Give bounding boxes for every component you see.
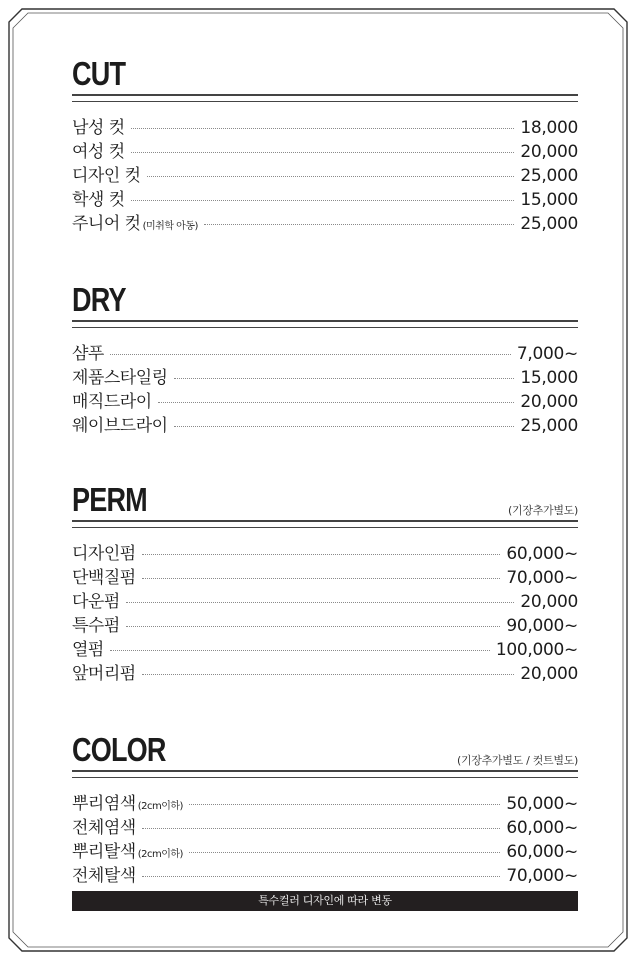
- item-price: 25,000: [520, 416, 578, 436]
- item-name: 뿌리탈색: [72, 842, 136, 862]
- menu-item: [72, 188, 578, 212]
- section-note: (기장추가별도 / 컷트별도): [456, 754, 578, 767]
- dot-leader: [142, 578, 501, 579]
- item-subnote: (미취학 아동): [142, 221, 198, 232]
- dot-leader: [131, 152, 515, 153]
- item-price: 18,000: [520, 118, 578, 138]
- item-name: 열펌: [72, 640, 104, 660]
- item-name: 학생 컷: [72, 190, 125, 210]
- menu-item: [72, 662, 578, 686]
- menu-item: [72, 614, 578, 638]
- menu-item: [72, 792, 578, 816]
- price-list: [72, 792, 578, 888]
- item-subnote: (2cm이하): [137, 849, 183, 860]
- menu-item: [72, 116, 578, 140]
- price-list: [72, 342, 578, 438]
- section-cut: [72, 56, 578, 236]
- dot-leader: [142, 876, 501, 877]
- section-color: [72, 732, 578, 888]
- item-name: 특수펌: [72, 616, 120, 636]
- menu-item: [72, 864, 578, 888]
- dot-leader: [142, 674, 515, 675]
- item-price: 20,000: [520, 592, 578, 612]
- item-name: 제품스타일링: [72, 368, 168, 388]
- footer-banner: 특수컬러 디자인에 따라 변동: [72, 891, 578, 911]
- menu-item: [72, 414, 578, 438]
- menu-item: [72, 566, 578, 590]
- dot-leader: [126, 626, 501, 627]
- dot-leader: [174, 426, 515, 427]
- item-price: 70,000~: [506, 568, 578, 588]
- dot-leader: [110, 650, 490, 651]
- item-price: 20,000: [520, 664, 578, 684]
- section-note: (기장추가별도): [508, 504, 578, 517]
- item-name: 디자인 컷: [72, 166, 141, 186]
- item-price: 60,000~: [506, 818, 578, 838]
- item-name: 웨이브드라이: [72, 416, 168, 436]
- dot-leader: [189, 852, 500, 853]
- dot-leader: [126, 602, 515, 603]
- dot-leader: [131, 200, 515, 201]
- dot-leader: [174, 378, 515, 379]
- item-name: 다운펌: [72, 592, 120, 612]
- menu-item: [72, 840, 578, 864]
- section-title: CUT: [72, 55, 126, 92]
- menu-item: [72, 638, 578, 662]
- dot-leader: [158, 402, 515, 403]
- menu-item: [72, 590, 578, 614]
- item-price: 100,000~: [495, 640, 578, 660]
- menu-item: [72, 542, 578, 566]
- item-price: 15,000: [520, 190, 578, 210]
- item-name: 샴푸: [72, 344, 104, 364]
- item-name: 뿌리염색: [72, 794, 136, 814]
- menu-item: [72, 342, 578, 366]
- item-name: 남성 컷: [72, 118, 125, 138]
- section-divider: [72, 520, 578, 528]
- item-price: 15,000: [520, 368, 578, 388]
- item-price: 90,000~: [506, 616, 578, 636]
- item-name: 전체탈색: [72, 866, 136, 886]
- section-divider: [72, 770, 578, 778]
- section-title: PERM: [72, 481, 147, 518]
- item-name: 디자인펌: [72, 544, 136, 564]
- item-subnote: (2cm이하): [137, 801, 183, 812]
- item-price: 50,000~: [506, 794, 578, 814]
- item-price: 7,000~: [516, 344, 578, 364]
- menu-item: [72, 390, 578, 414]
- item-name: 여성 컷: [72, 142, 125, 162]
- menu-item: [72, 366, 578, 390]
- item-price: 25,000: [520, 166, 578, 186]
- price-list: [72, 116, 578, 236]
- dot-leader: [147, 176, 515, 177]
- item-price: 70,000~: [506, 866, 578, 886]
- item-name: 전체염색: [72, 818, 136, 838]
- menu-item: [72, 164, 578, 188]
- item-price: 20,000: [520, 392, 578, 412]
- dot-leader: [204, 224, 514, 225]
- dot-leader: [142, 554, 501, 555]
- dot-leader: [131, 128, 515, 129]
- menu-item: [72, 816, 578, 840]
- item-price: 60,000~: [506, 544, 578, 564]
- section-divider: [72, 320, 578, 328]
- dot-leader: [142, 828, 501, 829]
- item-price: 20,000: [520, 142, 578, 162]
- item-name: 매직드라이: [72, 392, 152, 412]
- section-dry: [72, 282, 578, 438]
- dot-leader: [189, 804, 500, 805]
- price-list: [72, 542, 578, 686]
- item-price: 60,000~: [506, 842, 578, 862]
- section-divider: [72, 94, 578, 102]
- menu-item: [72, 212, 578, 236]
- menu-item: [72, 140, 578, 164]
- section-perm: [72, 482, 578, 686]
- section-title: COLOR: [72, 731, 166, 768]
- dot-leader: [110, 354, 511, 355]
- item-price: 25,000: [520, 214, 578, 234]
- item-name: 주니어 컷: [72, 214, 141, 234]
- item-name: 단백질펌: [72, 568, 136, 588]
- section-title: DRY: [72, 281, 126, 318]
- item-name: 앞머리펌: [72, 664, 136, 684]
